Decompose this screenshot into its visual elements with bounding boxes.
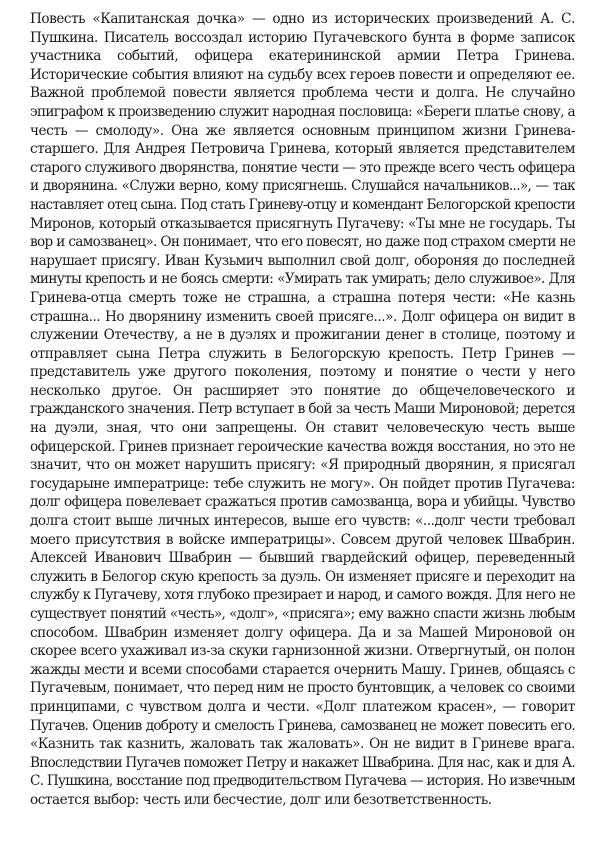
text-line: несколько другое. Он расширяет это понятие до общечеловеческого и — [30, 382, 575, 399]
text-line: нарушает присягу. Иван Кузьмич выполнил свой долг, обороняя до последней — [30, 252, 575, 269]
text-line: Важной проблемой повести является проблема чести и долга. Не случайно — [30, 85, 575, 102]
text-line: С. Пушкина, восстание под предводительством Пугачева — история. Но извечным — [30, 773, 575, 790]
text-line: принципами, с чувством долга и чести. «Долг платежом красен», — говорит — [30, 698, 575, 715]
text-line: участника событий, офицера екатерининской армии Петра Гринева. — [30, 48, 575, 65]
text-line: наставляет отец сына. Под стать Гриневу-отцу и комендант Белогорской крепости — [30, 196, 575, 213]
text-line: честь — смолоду». Она же является основным принципом жизни Гринева- — [30, 122, 575, 139]
text-line: государыне императрице: тебе служить не могу». Он пойдет против Пугачева: — [30, 475, 575, 492]
text-line: эпиграфом к произведению служит народная пословица: «Береги платье снову, а — [30, 103, 575, 120]
text-line: скорее всего ухаживал из-за скуки гарнизонной жизни. Отвергнутый, он полон — [30, 643, 575, 660]
text-line: службу к Пугачеву, хотя глубоко презирает и народ, и самого вождя. Для него не — [30, 587, 575, 604]
text-line: долга стоит выше личных интересов, выше его чувств: «...долг чести требовал — [30, 513, 575, 530]
text-line: отправляет сына Петра служить в Белогорскую крепость. Петр Гринев — — [30, 345, 575, 362]
text-line: моего присутствия в войске императрицы». Совсем другой человек Швабрин. — [30, 531, 575, 548]
text-line: старого служивого дворянства, понятие чести — это прежде всего честь офицера — [30, 159, 575, 176]
text-line: остается выбор: честь или бесчестие, долг или безответственность. — [30, 791, 492, 808]
text-line: Гринева-отца смерть тоже не страшна, а страшна потеря чести: «Не казнь — [30, 289, 575, 306]
essay-text — [30, 10, 575, 810]
text-line: гражданского значения. Петр вступает в бой за честь Маши Мироновой; дерется — [30, 401, 575, 418]
text-line: Пугачевым, понимает, что перед ним не просто бунтовщик, а человек со своими — [30, 680, 575, 697]
text-line: старшего. Для Андрея Петровича Гринева, который является представителем — [30, 141, 575, 158]
text-line: жажды мести и всеми способами старается очернить Машу. Гринев, общаясь с — [30, 661, 575, 678]
text-line: и дворянина. «Служи верно, кому присягнешь. Слушайся начальников...», — так — [30, 178, 575, 195]
text-line: Повесть «Капитанская дочка» — одно из исторических произведений А. С. — [30, 11, 575, 27]
text-line: существует понятий «честь», «долг», «присяга»; ему важно спасти жизнь любым — [30, 606, 575, 622]
text-line: офицерской. Гринев признает героические качества вождя восстания, но это не — [30, 438, 575, 455]
text-line: на дуэли, зная, что они запрещены. Он ставит человеческую честь выше — [30, 420, 575, 437]
text-line: Пугачев. Оценив доброту и смелость Гринева, самозванец не может повесить его. — [30, 717, 575, 734]
text-line: Пушкина. Писатель воссоздал историю Пугачевского бунта в форме записок — [30, 29, 575, 46]
text-line: минуты крепость и не боясь смерти: «Умирать так умирать; дело служивое». Для — [30, 271, 575, 288]
text-line: способом. Швабрин изменяет долгу офицера. Да и за Машей Мироновой он — [30, 624, 575, 641]
text-line: служении Отечеству, а не в дуэлях и прожигании денег в столице, поэтому и — [30, 327, 575, 344]
text-line: долг офицера повелевает сражаться против самозванца, вора и убийцы. Чувство — [30, 494, 575, 511]
text-line: значит, что он может нарушить присягу: «Я природный дворянин, я присягал — [30, 457, 575, 474]
text-line: «Казнить так казнить, жаловать так жаловать». Он не видит в Гриневе врага. — [30, 736, 575, 753]
text-line: страшна... Но дворянину изменить своей присяге...». Долг офицера он видит в — [30, 308, 575, 325]
text-line: служить в Белогор скую крепость за дуэль. Он изменяет присяге и переходит на — [30, 568, 575, 585]
text-line: Алексей Иванович Швабрин — бывший гвардейский офицер, переведенный — [30, 550, 575, 567]
text-line: Миронов, который отказывается присягнуть Пугачеву: «Ты мне не государь. Ты — [30, 215, 575, 232]
text-line: вор и самозванец». Он понимает, что его повесят, но даже под страхом смерти не — [30, 234, 575, 251]
text-line: представитель уже другого поколения, поэтому и понятие о чести у него — [30, 364, 575, 381]
text-line: Исторические события влияют на судьбу всех героев повести и определяют ее. — [30, 66, 575, 83]
text-line: Впоследствии Пугачев поможет Петру и накажет Швабрина. Для нас, как и для А. — [30, 754, 575, 771]
